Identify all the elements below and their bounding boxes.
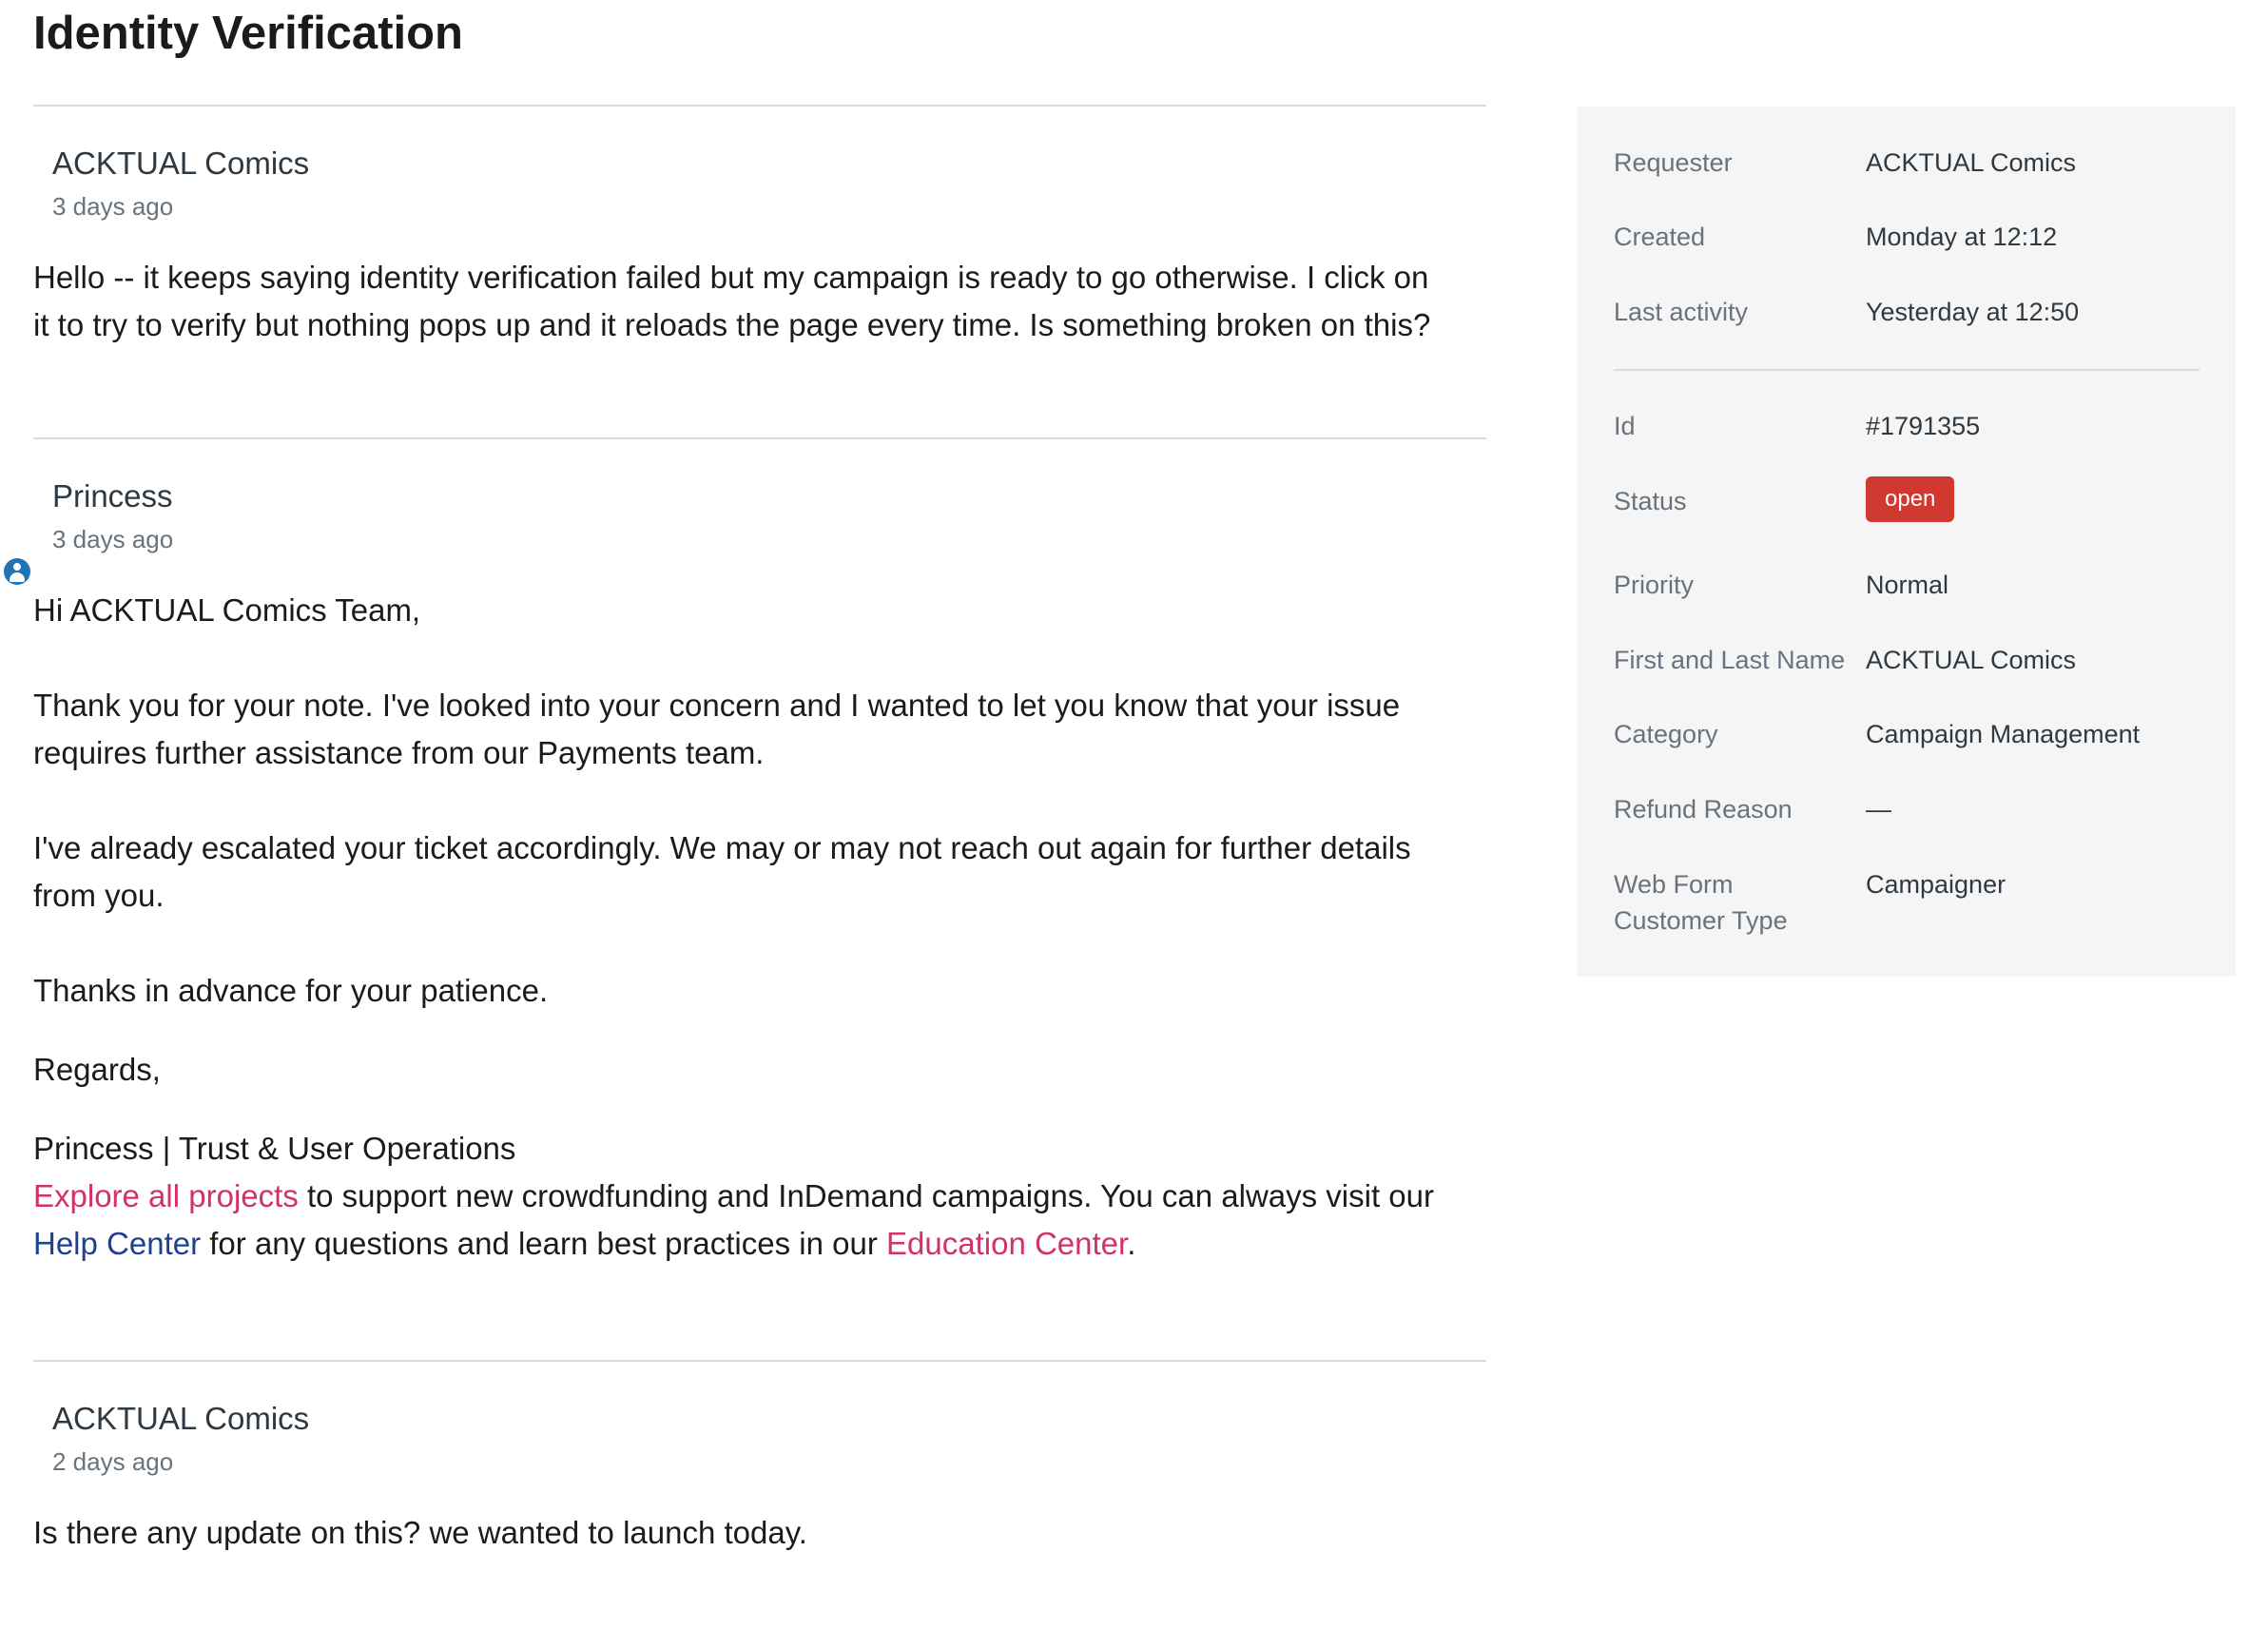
comment-author: ACKTUAL Comics: [52, 1401, 310, 1436]
customer-type-label: [1614, 866, 1861, 939]
comment-paragraph: Hello -- it keeps saying identity verification failed but my campaign is ready to go otherwise. I click on it to try to verify but nothing pops up and it reloads the page every time. Is something broken on this?: [33, 260, 1431, 342]
comment-paragraph: Thank you for your note. I've looked into your concern and I wanted to let you know that your issue requires further assistance from our Payments team.: [33, 688, 1401, 770]
comment-paragraph: Hi ACKTUAL Comics Team,: [33, 592, 421, 628]
id-label: Id: [1614, 412, 1636, 440]
comment-paragraph: Is there any update on this? we wanted to launch today.: [33, 1515, 807, 1550]
comment-paragraph: I've already escalated your ticket accordingly. We may or may not reach out again for further details from you.: [33, 830, 1411, 913]
requester-value: ACKTUAL Comics: [1866, 148, 2077, 177]
education-center-link[interactable]: Education Center: [886, 1226, 1128, 1261]
signature-text: to support new crowdfunding and InDemand campaigns. You can always visit our: [298, 1178, 1435, 1213]
comment-paragraph: Regards,: [33, 1052, 161, 1087]
comment: [33, 1360, 1486, 1609]
comment-author: Princess: [52, 478, 173, 514]
customer-type-label-line: Web Form: [1614, 870, 1734, 899]
comment-time: 2 days ago: [52, 1447, 174, 1476]
category-label: Category: [1614, 720, 1718, 748]
created-value: Monday at 12:12: [1866, 223, 2058, 251]
customer-type-label-line: Customer Type: [1614, 906, 1788, 935]
customer-type-value: Campaigner: [1866, 870, 2006, 899]
comment-body: [33, 1509, 1450, 1557]
refund-reason-label: Refund Reason: [1614, 795, 1793, 824]
signature-text: for any questions and learn best practices in our: [201, 1226, 887, 1261]
help-center-link[interactable]: Help Center: [33, 1226, 202, 1261]
signature-line: Princess | Trust & User Operations: [33, 1131, 516, 1166]
name-value: ACKTUAL Comics: [1866, 646, 2077, 674]
ticket-details-sidebar: [1577, 107, 2236, 977]
comment-time: 3 days ago: [52, 525, 174, 553]
name-label: First and Last Name: [1614, 646, 1846, 674]
refund-reason-value: —: [1866, 795, 1891, 824]
last-activity-value: Yesterday at 12:50: [1866, 298, 2080, 326]
page-title: Identity Verification: [33, 8, 463, 59]
explore-projects-link[interactable]: Explore all projects: [33, 1178, 299, 1213]
signature-text: .: [1127, 1226, 1136, 1261]
priority-value: Normal: [1866, 571, 1949, 599]
comment: [33, 437, 1486, 1360]
comment-thread: [33, 105, 1486, 1609]
priority-label: Priority: [1614, 571, 1695, 599]
status-label: Status: [1614, 487, 1687, 515]
requester-label: Requester: [1614, 148, 1733, 177]
last-activity-label: Last activity: [1614, 298, 1749, 326]
user-icon: [4, 558, 30, 585]
created-label: Created: [1614, 223, 1706, 251]
comment-body: [33, 587, 1450, 1268]
divider: [1614, 369, 2200, 371]
status-badge: open: [1866, 476, 1954, 522]
comment-author: ACKTUAL Comics: [52, 145, 310, 181]
id-value: #1791355: [1866, 412, 1981, 440]
comment: [33, 105, 1486, 437]
signature: [33, 1125, 1450, 1268]
category-value: Campaign Management: [1866, 720, 2141, 748]
comment-paragraph: Thanks in advance for your patience.: [33, 973, 549, 1008]
comment-time: 3 days ago: [52, 192, 174, 221]
comment-body: [33, 254, 1450, 349]
